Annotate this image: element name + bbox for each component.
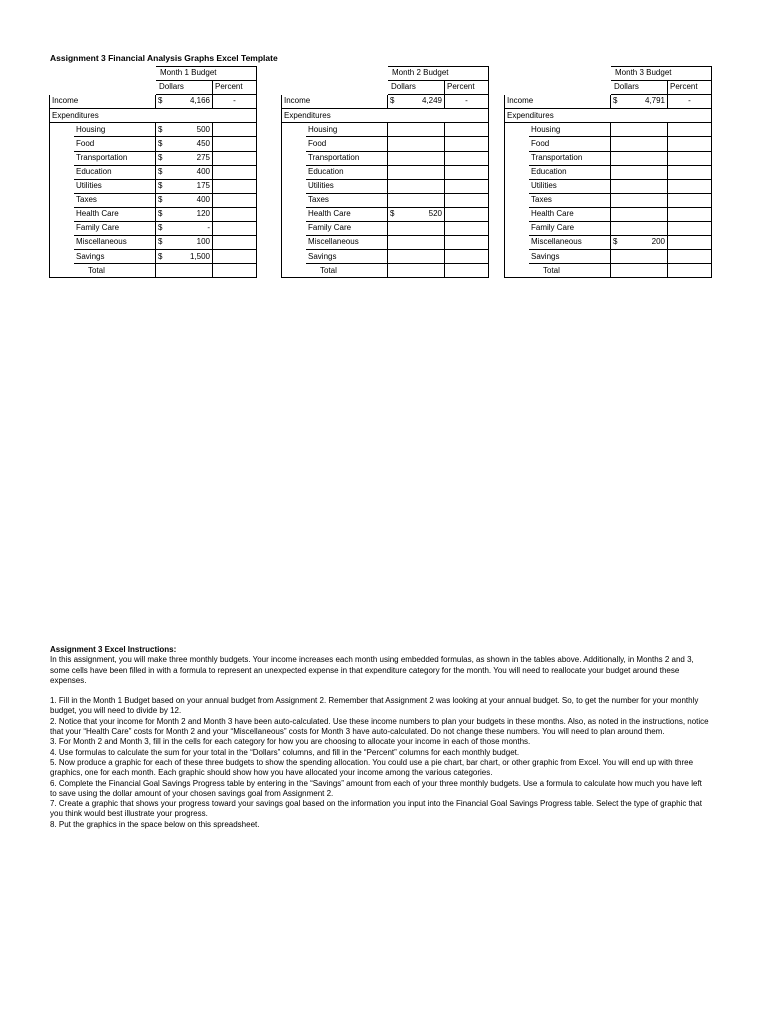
dollars-header: Dollars bbox=[156, 81, 213, 95]
amount-value: 175 bbox=[196, 181, 210, 191]
category-label: Family Care bbox=[529, 222, 611, 236]
income-percent: - bbox=[668, 95, 712, 109]
indent-cell bbox=[505, 236, 529, 250]
currency-symbol: $ bbox=[390, 96, 395, 106]
indent-cell bbox=[50, 179, 74, 193]
category-label: Utilities bbox=[306, 179, 388, 193]
budget-table-month-2 bbox=[281, 66, 489, 278]
category-dollars bbox=[611, 151, 668, 165]
amount-value: 4,166 bbox=[189, 96, 210, 106]
blank-cell bbox=[306, 81, 388, 95]
category-percent bbox=[445, 123, 489, 137]
category-percent bbox=[445, 222, 489, 236]
income-percent: - bbox=[445, 95, 489, 109]
indent-cell bbox=[50, 264, 74, 278]
category-dollars bbox=[388, 151, 445, 165]
indent-cell bbox=[505, 165, 529, 179]
category-percent bbox=[213, 123, 257, 137]
category-dollars bbox=[611, 123, 668, 137]
percent-header: Percent bbox=[213, 81, 257, 95]
blank-cell bbox=[306, 67, 388, 81]
category-dollars bbox=[156, 123, 213, 137]
indent-cell bbox=[50, 151, 74, 165]
category-label: Food bbox=[74, 137, 156, 151]
instructions-steps bbox=[50, 696, 710, 830]
category-percent bbox=[668, 137, 712, 151]
amount-value: 4,249 bbox=[421, 96, 442, 106]
amount-value: 4,791 bbox=[644, 96, 665, 106]
blank-cell bbox=[74, 67, 156, 81]
total-percent bbox=[445, 264, 489, 278]
blank-cell bbox=[445, 109, 489, 123]
category-percent bbox=[668, 250, 712, 264]
category-percent bbox=[445, 250, 489, 264]
instruction-step: 4. Use formulas to calculate the sum for your total in the “Dollars” columns, and fill in the “Percent” columns for each monthly budget. bbox=[50, 747, 520, 757]
category-label: Education bbox=[74, 165, 156, 179]
category-dollars bbox=[611, 236, 668, 250]
category-label: Taxes bbox=[74, 193, 156, 207]
category-label: Food bbox=[529, 137, 611, 151]
indent-cell bbox=[282, 123, 306, 137]
indent-cell bbox=[505, 207, 529, 221]
total-percent bbox=[668, 264, 712, 278]
instruction-step: 8. Put the graphics in the space below on this spreadsheet. bbox=[50, 819, 260, 829]
category-percent bbox=[668, 165, 712, 179]
category-dollars bbox=[156, 207, 213, 221]
category-dollars bbox=[156, 236, 213, 250]
month-header bbox=[388, 67, 489, 81]
month-header bbox=[611, 67, 712, 81]
category-dollars bbox=[611, 250, 668, 264]
category-label: Transportation bbox=[529, 151, 611, 165]
blank-cell bbox=[156, 109, 213, 123]
category-label: Health Care bbox=[306, 207, 388, 221]
category-percent bbox=[445, 236, 489, 250]
month-header-label: Month 3 Budget bbox=[615, 68, 672, 78]
category-dollars bbox=[611, 165, 668, 179]
currency-symbol: $ bbox=[613, 96, 618, 106]
indent-cell bbox=[282, 236, 306, 250]
indent-cell bbox=[282, 207, 306, 221]
category-percent bbox=[668, 207, 712, 221]
indent-cell bbox=[50, 236, 74, 250]
blank-cell bbox=[282, 67, 306, 81]
currency-symbol: $ bbox=[613, 237, 618, 247]
category-percent bbox=[213, 207, 257, 221]
blank-cell bbox=[611, 109, 668, 123]
category-label: Transportation bbox=[74, 151, 156, 165]
category-dollars bbox=[388, 207, 445, 221]
currency-symbol: $ bbox=[158, 181, 163, 191]
category-percent bbox=[668, 222, 712, 236]
category-percent bbox=[445, 193, 489, 207]
category-percent bbox=[213, 137, 257, 151]
blank-cell bbox=[50, 81, 74, 95]
blank-cell bbox=[50, 67, 74, 81]
instructions-section bbox=[50, 645, 710, 830]
blank-cell bbox=[529, 81, 611, 95]
category-label: Savings bbox=[306, 250, 388, 264]
category-label: Miscellaneous bbox=[529, 236, 611, 250]
category-label: Health Care bbox=[74, 207, 156, 221]
amount-value: 1,500 bbox=[189, 251, 210, 261]
budget-table-month-3 bbox=[504, 66, 712, 278]
category-percent bbox=[668, 123, 712, 137]
category-label: Utilities bbox=[74, 179, 156, 193]
category-percent bbox=[668, 236, 712, 250]
income-label: Income bbox=[50, 95, 156, 109]
total-label: Total bbox=[306, 264, 388, 278]
blank-cell bbox=[388, 109, 445, 123]
total-label: Total bbox=[529, 264, 611, 278]
category-label: Miscellaneous bbox=[74, 236, 156, 250]
category-percent bbox=[668, 193, 712, 207]
indent-cell bbox=[50, 165, 74, 179]
category-label: Housing bbox=[74, 123, 156, 137]
instructions-intro: In this assignment, you will make three monthly budgets. Your income increases each month using embedded formulas, as shown in the tables above. Additionally, in Months 2 and 3, some cells have been filled in with a formula to represent an unexpected expense in that expenditure category for the month. You will need to reallocate your budget around these expenses. bbox=[50, 655, 694, 685]
category-percent bbox=[445, 165, 489, 179]
blank-cell bbox=[529, 67, 611, 81]
amount-value: 500 bbox=[196, 124, 210, 134]
category-label: Family Care bbox=[74, 222, 156, 236]
category-label: Housing bbox=[529, 123, 611, 137]
category-label: Taxes bbox=[306, 193, 388, 207]
indent-cell bbox=[282, 165, 306, 179]
percent-header: Percent bbox=[445, 81, 489, 95]
category-percent bbox=[213, 222, 257, 236]
expenditures-label: Expenditures bbox=[505, 109, 611, 123]
instruction-step: 6. Complete the Financial Goal Savings Progress table by entering in the “Savings” amount from each of your three monthly budgets. Use a formula to calculate how much you have left to save using the dollar amount of your chosen savings goal from Assignment 2. bbox=[50, 778, 702, 798]
category-percent bbox=[445, 151, 489, 165]
total-dollars bbox=[611, 264, 668, 278]
category-dollars bbox=[388, 137, 445, 151]
currency-symbol: $ bbox=[158, 223, 163, 233]
category-dollars bbox=[156, 250, 213, 264]
category-label: Transportation bbox=[306, 151, 388, 165]
expenditures-label: Expenditures bbox=[282, 109, 388, 123]
category-dollars bbox=[388, 250, 445, 264]
currency-symbol: $ bbox=[158, 195, 163, 205]
amount-value: 275 bbox=[196, 152, 210, 162]
category-dollars bbox=[156, 222, 213, 236]
category-percent bbox=[213, 250, 257, 264]
category-percent bbox=[213, 179, 257, 193]
currency-symbol: $ bbox=[158, 124, 163, 134]
category-percent bbox=[445, 179, 489, 193]
income-label: Income bbox=[505, 95, 611, 109]
category-dollars bbox=[388, 236, 445, 250]
category-dollars bbox=[611, 222, 668, 236]
indent-cell bbox=[282, 222, 306, 236]
category-dollars bbox=[156, 193, 213, 207]
month-header bbox=[156, 67, 257, 81]
instruction-step: 5. Now produce a graphic for each of these three budgets to show the spending allocation. You could use a pie chart, bar chart, or other graphic from Excel. You will end up with three graphics, one for each month. Each graphic should show how you have allocated your income among the various categories. bbox=[50, 757, 694, 778]
category-label: Food bbox=[306, 137, 388, 151]
instructions-heading: Assignment 3 Excel Instructions: bbox=[50, 645, 177, 654]
amount-value: 520 bbox=[428, 209, 442, 219]
indent-cell bbox=[282, 193, 306, 207]
currency-symbol: $ bbox=[158, 166, 163, 176]
indent-cell bbox=[282, 179, 306, 193]
category-label: Education bbox=[529, 165, 611, 179]
month-header-label: Month 2 Budget bbox=[392, 68, 449, 78]
category-percent bbox=[668, 179, 712, 193]
category-dollars bbox=[611, 179, 668, 193]
indent-cell bbox=[505, 123, 529, 137]
blank-cell bbox=[668, 109, 712, 123]
category-percent bbox=[445, 207, 489, 221]
indent-cell bbox=[505, 179, 529, 193]
currency-symbol: $ bbox=[158, 152, 163, 162]
blank-cell bbox=[282, 81, 306, 95]
dollars-header: Dollars bbox=[388, 81, 445, 95]
instruction-step: 3. For Month 2 and Month 3, fill in the cells for each category for how you are choosing to allocate your income in each of those months. bbox=[50, 737, 531, 747]
category-percent bbox=[213, 151, 257, 165]
blank-cell bbox=[213, 109, 257, 123]
category-dollars bbox=[156, 151, 213, 165]
category-label: Education bbox=[306, 165, 388, 179]
percent-header: Percent bbox=[668, 81, 712, 95]
blank-cell bbox=[505, 81, 529, 95]
category-label: Health Care bbox=[529, 207, 611, 221]
month-header-label: Month 1 Budget bbox=[160, 68, 217, 78]
category-label: Taxes bbox=[529, 193, 611, 207]
category-label: Utilities bbox=[529, 179, 611, 193]
dollars-header: Dollars bbox=[611, 81, 668, 95]
category-percent bbox=[668, 151, 712, 165]
indent-cell bbox=[50, 222, 74, 236]
indent-cell bbox=[282, 137, 306, 151]
total-label: Total bbox=[74, 264, 156, 278]
category-dollars bbox=[156, 137, 213, 151]
indent-cell bbox=[505, 193, 529, 207]
category-dollars bbox=[388, 165, 445, 179]
category-dollars bbox=[388, 179, 445, 193]
budget-table-month-1 bbox=[49, 66, 257, 278]
instruction-step: 2. Notice that your income for Month 2 and Month 3 have been auto-calculated. Use these income numbers to plan your budgets in these months. Also, as noted in the instructions, notice that your “Health Care” costs for Month 2 and your “Miscellaneous” costs for Month 3 have auto-calculated. Do not change these numbers. You will need to plan around them. bbox=[50, 716, 709, 737]
instruction-step: 1. Fill in the Month 1 Budget based on your annual budget from Assignment 2. Remember that Assignment 2 was looking at your annual budget. So, to get the number for your monthly budget, you will need to divide by 12. bbox=[50, 696, 699, 716]
indent-cell bbox=[50, 193, 74, 207]
instruction-step: 7. Create a graphic that shows your progress toward your savings goal based on the information you input into the Financial Goal Savings Progress table. Select the type of graphic that you think would best illustrate your progress. bbox=[50, 799, 702, 819]
category-percent bbox=[213, 236, 257, 250]
total-dollars bbox=[388, 264, 445, 278]
category-percent bbox=[445, 137, 489, 151]
currency-symbol: $ bbox=[158, 96, 163, 106]
currency-symbol: $ bbox=[158, 251, 163, 261]
amount-value: 400 bbox=[196, 166, 210, 176]
document-title: Assignment 3 Financial Analysis Graphs Excel Template bbox=[50, 53, 278, 63]
category-label: Housing bbox=[306, 123, 388, 137]
amount-value: 120 bbox=[196, 209, 210, 219]
indent-cell bbox=[505, 137, 529, 151]
amount-value: 400 bbox=[196, 195, 210, 205]
expenditures-label: Expenditures bbox=[50, 109, 156, 123]
amount-value: 100 bbox=[196, 237, 210, 247]
income-dollars bbox=[388, 95, 445, 109]
currency-symbol: $ bbox=[158, 209, 163, 219]
category-percent bbox=[213, 193, 257, 207]
income-percent: - bbox=[213, 95, 257, 109]
category-dollars bbox=[388, 222, 445, 236]
indent-cell bbox=[505, 264, 529, 278]
category-label: Savings bbox=[74, 250, 156, 264]
currency-symbol: $ bbox=[158, 138, 163, 148]
blank-cell bbox=[74, 81, 156, 95]
category-dollars bbox=[388, 123, 445, 137]
indent-cell bbox=[505, 151, 529, 165]
indent-cell bbox=[50, 250, 74, 264]
category-dollars bbox=[611, 193, 668, 207]
category-dollars bbox=[156, 179, 213, 193]
indent-cell bbox=[50, 137, 74, 151]
category-dollars bbox=[388, 193, 445, 207]
indent-cell bbox=[282, 264, 306, 278]
total-percent bbox=[213, 264, 257, 278]
income-dollars bbox=[611, 95, 668, 109]
currency-symbol: $ bbox=[158, 237, 163, 247]
currency-symbol: $ bbox=[390, 209, 395, 219]
category-label: Miscellaneous bbox=[306, 236, 388, 250]
income-label: Income bbox=[282, 95, 388, 109]
income-dollars bbox=[156, 95, 213, 109]
category-label: Family Care bbox=[306, 222, 388, 236]
indent-cell bbox=[505, 250, 529, 264]
amount-value: 200 bbox=[651, 237, 665, 247]
indent-cell bbox=[50, 123, 74, 137]
category-dollars bbox=[611, 207, 668, 221]
category-dollars bbox=[156, 165, 213, 179]
category-percent bbox=[213, 165, 257, 179]
indent-cell bbox=[50, 207, 74, 221]
category-dollars bbox=[611, 137, 668, 151]
category-label: Savings bbox=[529, 250, 611, 264]
amount-value: - bbox=[207, 223, 210, 233]
blank-cell bbox=[505, 67, 529, 81]
total-dollars bbox=[156, 264, 213, 278]
indent-cell bbox=[282, 250, 306, 264]
indent-cell bbox=[505, 222, 529, 236]
indent-cell bbox=[282, 151, 306, 165]
amount-value: 450 bbox=[196, 138, 210, 148]
